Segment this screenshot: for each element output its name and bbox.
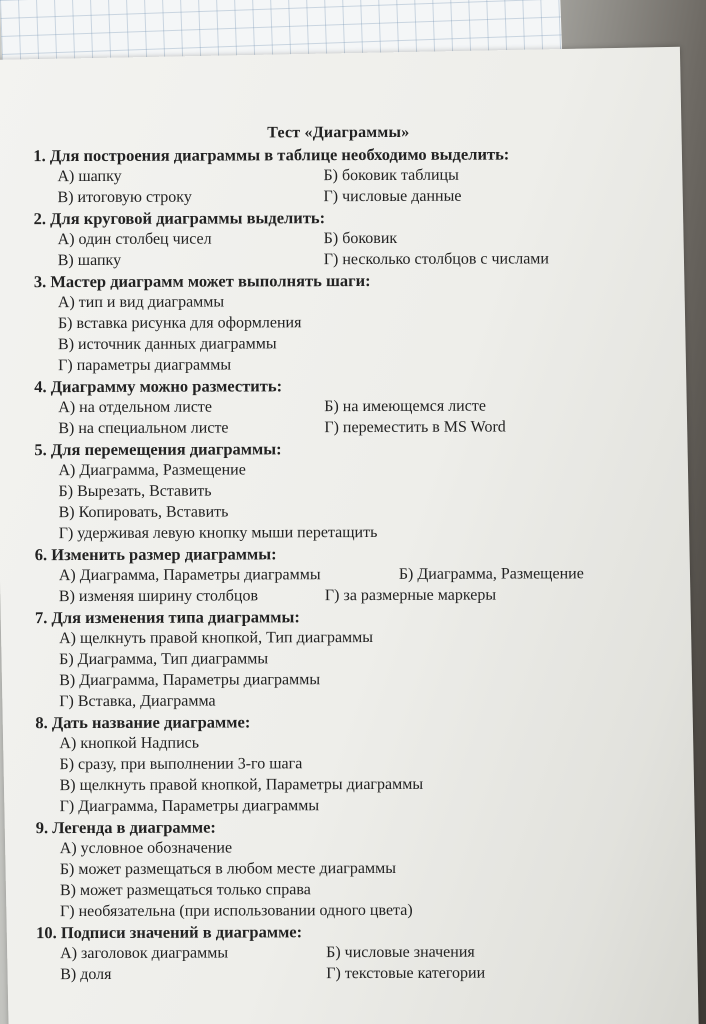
question-3 [34, 269, 644, 376]
option-row [58, 416, 644, 439]
question-2 [34, 206, 644, 271]
option-b: Б) боковик [323, 229, 398, 248]
answer-options [35, 626, 645, 712]
option-b: Б) вставка рисунка для оформления [57, 314, 302, 333]
option-row [57, 185, 643, 208]
question-text: 7. Для изменения типа диаграммы: [34, 607, 300, 628]
option-d: Г) за размерные маркеры [324, 586, 497, 605]
page-title: Тест «Диаграммы» [267, 123, 410, 142]
option-c: В) Диаграмма, Параметры диаграммы [59, 671, 321, 690]
option-d: Г) Диаграмма, Параметры диаграммы [59, 797, 320, 816]
question-text: 4. Диаграмму можно разместить: [34, 376, 283, 397]
question-text: 2. Для круговой диаграммы выделить: [33, 208, 326, 229]
option-a: А) Диаграмма, Размещение [58, 461, 246, 480]
option-b: Б) Диаграмма, Размещение [398, 565, 584, 583]
answer-options [36, 836, 646, 922]
question-text: 1. Для построения диаграммы в таблице необходимо выделить: [33, 144, 510, 166]
option-a: А) условное обозначение [59, 839, 233, 858]
question-4 [34, 374, 644, 439]
option-d: Г) текстовые категории [326, 964, 486, 983]
option-c: В) Копировать, Вставить [58, 503, 229, 522]
question-7 [35, 605, 645, 712]
question-text: 10. Подписи значений в диаграмме: [36, 922, 303, 943]
option-c: В) доля [60, 965, 112, 984]
option-a: А) заголовок диаграммы [60, 944, 229, 963]
option-d: Г) удерживая левую кнопку мыши перетащить [58, 523, 378, 543]
answer-options [34, 458, 644, 544]
answer-options [34, 227, 644, 271]
option-b: Б) сразу, при выполнении 3-го шага [59, 755, 303, 774]
answer-options [33, 164, 643, 208]
question-text: 6. Изменить размер диаграммы: [34, 544, 277, 565]
answer-options [35, 563, 645, 607]
option-row [58, 227, 644, 250]
answer-options [36, 941, 646, 985]
option-b: Б) может размещаться в любом месте диаграммы [59, 859, 396, 879]
option-a: А) на отдельном листе [58, 398, 213, 417]
option-b: Б) Диаграмма, Тип диаграммы [59, 650, 269, 669]
question-text: 9. Легенда в диаграмме: [35, 817, 216, 838]
option-d: Г) переместить в MS Word [324, 418, 506, 437]
option-row [58, 395, 644, 418]
option-row [60, 962, 646, 985]
option-row [59, 563, 645, 586]
option-row [59, 584, 645, 607]
option-a: А) тип и вид диаграммы [57, 293, 225, 312]
question-text: 8. Дать название диаграмме: [35, 712, 251, 733]
option-c: В) шапку [57, 251, 122, 270]
option-b: Б) на имеющемся листе [324, 397, 486, 416]
question-6 [35, 542, 645, 607]
option-d: Г) необязательна (при использовании одного цвета) [59, 901, 413, 921]
option-d: Г) несколько столбцов с числами [323, 250, 549, 269]
option-d: Г) параметры диаграммы [58, 356, 232, 375]
question-text: 5. Для перемещения диаграммы: [34, 439, 282, 460]
answer-options [34, 290, 644, 376]
option-a: А) кнопкой Надпись [59, 734, 200, 753]
option-a: А) шапку [57, 167, 122, 186]
option-d: Г) числовые данные [323, 187, 462, 206]
option-b: Б) боковик таблицы [323, 166, 459, 185]
option-c: В) итоговую строку [57, 188, 192, 207]
question-9 [36, 815, 646, 922]
option-row [57, 164, 643, 187]
question-5 [34, 437, 644, 544]
option-d: Г) Вставка, Диаграмма [59, 692, 216, 711]
option-b: Б) числовые значения [326, 943, 475, 962]
option-c: В) щелкнуть правой кнопкой, Параметры диаграммы [59, 775, 424, 795]
option-b: Б) Вырезать, Вставить [58, 482, 212, 501]
option-c: В) изменяя ширину столбцов [58, 587, 259, 606]
option-c: В) источник данных диаграммы [57, 335, 277, 354]
test-page [0, 47, 699, 1024]
answer-options [35, 731, 645, 817]
option-row [58, 248, 644, 271]
answer-options [34, 395, 644, 439]
option-a: А) Диаграмма, Параметры диаграммы [58, 566, 321, 585]
option-a: А) один столбец чисел [57, 230, 212, 249]
question-10 [36, 920, 646, 985]
option-a: А) щелкнуть правой кнопкой, Тип диаграммы [59, 628, 374, 648]
question-8 [35, 710, 645, 817]
option-row [60, 941, 646, 964]
option-c: В) на специальном листе [58, 419, 229, 438]
question-text: 3. Мастер диаграмм может выполнять шаги: [33, 271, 371, 292]
page-content [33, 123, 646, 985]
option-c: В) может размещаться только справа [59, 881, 311, 900]
question-1 [33, 143, 643, 208]
